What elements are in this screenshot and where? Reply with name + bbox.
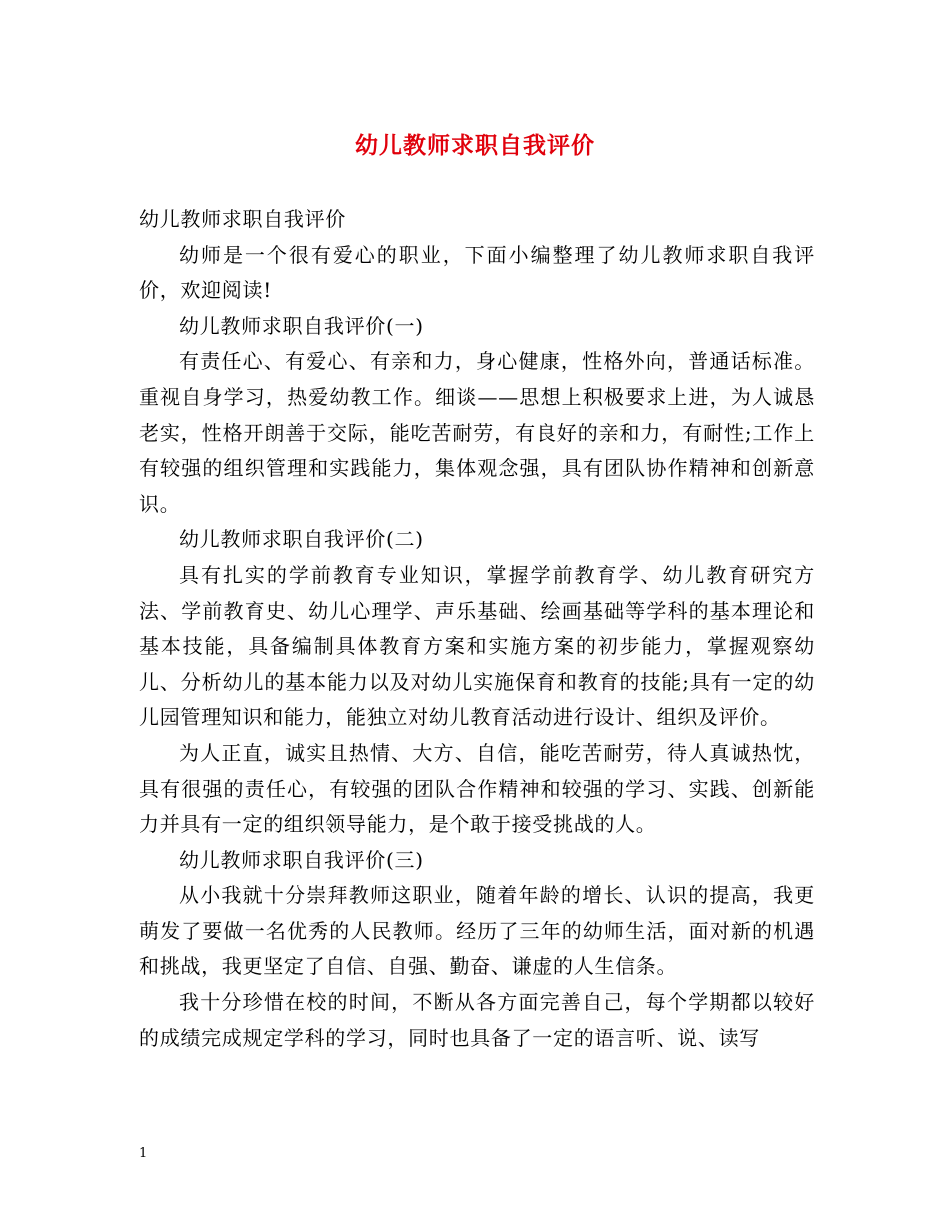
section-heading-2: 幼儿教师求职自我评价(二) [179,527,424,552]
paragraph-section-1: 有责任心、有爱心、有亲和力，身心健康，性格外向，普通话标准。重视自身学习，热爱幼教工作。细谈——思想上积极要求上进，为人诚恳老实，性格开朗善于交际，能吃苦耐劳，有良好的亲和力，有耐性;工作上有较强的组织管理和实践能力，集体观念强，具有团队协作精神和创新意识。 [139,349,815,516]
paragraph-intro: 幼师是一个很有爱心的职业，下面小编整理了幼儿教师求职自我评价，欢迎阅读! [139,242,815,303]
paragraph-section-3b: 我十分珍惜在校的时间，不断从各方面完善自己，每个学期都以较好的成绩完成规定学科的学习，同时也具备了一定的语言听、说、读写 [139,990,815,1050]
paragraph-section-3a: 从小我就十分崇拜教师这职业，随着年龄的增长、认识的提高，我更萌发了要做一名优秀的人民教师。经历了三年的幼师生活，面对新的机遇和挑战，我更坚定了自信、自强、勤奋、谦虚的人生信条。 [139,883,815,979]
paragraph-section-2a: 具有扎实的学前教育专业知识，掌握学前教育学、幼儿教育研究方法、学前教育史、幼儿心理学、声乐基础、绘画基础等学科的基本理论和基本技能，具备编制具体教育方案和实施方案的初步能力，掌握观察幼儿、分析幼儿的基本能力以及对幼儿实施保育和教育的技能;具有一定的幼儿园管理知识和能力，能独立对幼儿教育活动进行设计、组织及评价。 [139,562,815,730]
paragraph-section-2b: 为人正直，诚实且热情、大方、自信，能吃苦耐劳，待人真诚热忱，具有很强的责任心，有较强的团队合作精神和较强的学习、实践、创新能力并具有一定的组织领导能力，是个敢于接受挑战的人。 [139,740,815,837]
paragraph-heading: 幼儿教师求职自我评价 [139,207,346,231]
document-title: 幼儿教师求职自我评价 [355,132,595,159]
document-body [139,202,815,1056]
section-heading-3: 幼儿教师求职自我评价(三) [179,847,424,872]
page-number: 1 [139,1146,148,1161]
section-heading-1: 幼儿教师求职自我评价(一) [179,313,424,338]
